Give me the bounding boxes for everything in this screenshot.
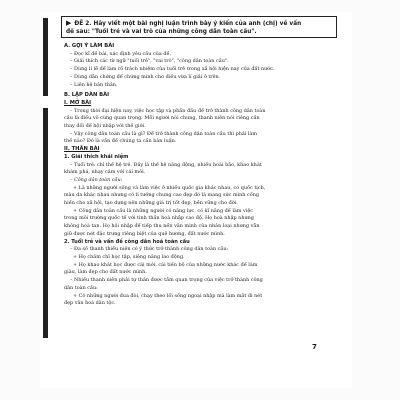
paragraph-line: khám phá, nhạy cảm với cái mới. (64, 169, 146, 176)
question-line-1: Hãy viết một bài nghị luận trình bày ý kiến của anh (chị) về vấn (93, 21, 302, 27)
question-line-2: đề sau: "Tuổi trẻ và vai trò của những công dân toàn cầu". (66, 29, 257, 35)
paragraph-line: – Tuổi trẻ: chỉ thế hệ trẻ. Đây là thế hệ năng động, nhiều hoài bão, khao khát (70, 161, 262, 168)
paragraph-line: + Họ khao khát học được cái mới, cái tiến bộ của những nước khác để làm (73, 261, 258, 268)
question-label: ĐỀ 2. (74, 21, 92, 27)
section-a-item: – Dùng dẫn chứng để chứng minh cho điều vừa lí giải ở trên. (70, 73, 221, 80)
paragraph-line: giữ được nét đặc trưng riêng biệt của quê hương, đất nước mình. (64, 230, 225, 237)
paragraph-line: màu da khác nhau nhưng có lí tưởng chung cao đẹp đó là mang sức mình cống (64, 192, 260, 199)
section-a-item: – Giải thích các từ ngữ "tuổi trẻ", "vai trò", "công dân toàn cầu". (70, 58, 229, 65)
arrow-icon: ▶ (66, 19, 72, 27)
section-a-title: A. GỢI Ý LÀM BÀI (64, 43, 115, 49)
page-number: 7 (312, 343, 317, 351)
sub-2-title: 2. Tuổi trẻ và vấn đề công dân hoá toàn cầu (64, 238, 190, 245)
paragraph-line: + Họ chăm chỉ học tập, siêng năng lao động. (73, 253, 185, 260)
paragraph-line: – Vậy công dân toàn cầu là gì? Để trở thành công dân toàn cầu thì phải làm (70, 130, 258, 137)
part-1-title: I. MỞ BÀI (64, 99, 92, 106)
paragraph-line: cầu là điều vô cùng quan trọng. Mỗi người nói chung, thanh niên nói riêng cần (64, 115, 260, 122)
paragraph-line: – Trong thời đại hiện nay, việc học tập và phấn đấu để trở thành công dân toàn (70, 107, 266, 114)
section-b-title: B. LẬP DÀN BÀI (64, 92, 110, 99)
section-a-item: – Đọc kĩ đề bài, xác định yêu cầu của đề. (70, 50, 172, 57)
paragraph-line: đẹp văn hoá dân tộc. (64, 300, 116, 307)
paragraph-line: – Nhiều thanh niên phải tự thân được tầm quan trọng của việc trở thành công (70, 277, 263, 284)
paragraph-line: hiến cho xã hội, tạo dựng nên những giá trị tốt đẹp, bền vững cho đời. (64, 200, 238, 207)
part-2-title: II. THÂN BÀI (64, 146, 100, 153)
section-a-item: – Liên hệ bản thân. (70, 81, 118, 88)
paragraph-line: không hoà tan. Họ hội nhập để tiếp thu nền văn minh của nhân loại nhưng vẫn (64, 223, 260, 230)
paragraph-line: thay đổi để hội nhập với thế giới. (64, 123, 146, 130)
paragraph-line: + Công dân toàn cầu là những người có năng lực, có kĩ năng để làm việc (73, 207, 253, 214)
paragraph-line: – Đa số thanh thiếu niên có ý thức trở thành công dân toàn cầu: (70, 246, 229, 253)
paragraph-line: thế nào? Đó là vấn đề chúng ta cần bàn luận. (64, 138, 177, 145)
paragraph-line: dân toàn cầu: (64, 284, 98, 291)
left-margin-bar (43, 18, 48, 96)
paragraph-line: – Công dân toàn cầu: (70, 176, 123, 183)
paragraph-line: + Là những người sống và làm việc ở nhiều quốc gia khác nhau, có quốc tịch, (73, 184, 266, 191)
left-margin-bar-lower (43, 108, 48, 338)
document-body (64, 42, 336, 308)
sub-1-title: 1. Giải thích khái niệm (64, 153, 129, 160)
question-box (61, 16, 337, 38)
paragraph-line: + Có những người đua đòi, chạy theo lối sống ngoại nhập mà làm mất đi nét (73, 292, 263, 299)
paragraph-line: giàu, làm đẹp cho đất nước mình. (64, 269, 147, 276)
paragraph-line: trong môi trường quốc tế với tinh thần hoà nhập cao độ. Họ hoà nhập nhưng (64, 215, 254, 222)
section-a-item: – Dùng lí lẽ để làm rõ trách nhiệm của tuổi trẻ trong xã hội hiện nay của đất nước. (70, 66, 275, 73)
